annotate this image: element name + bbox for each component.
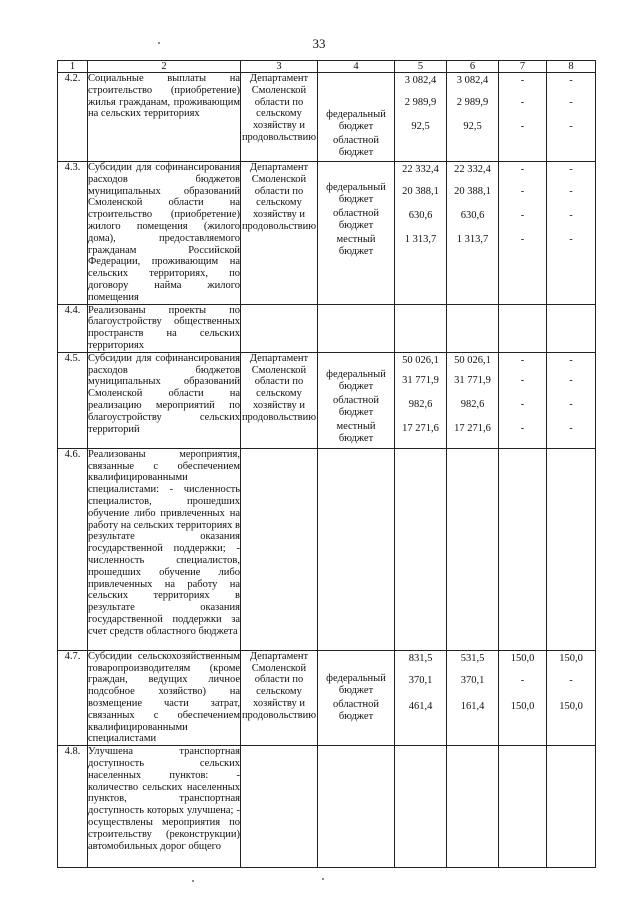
value-local: -: [520, 422, 525, 434]
source-federal: федеральный бюджет: [326, 109, 386, 132]
value-federal: -: [569, 674, 573, 686]
source-federal: федеральный бюджет: [326, 368, 386, 392]
value-regional: 630,6: [408, 210, 433, 221]
value-federal: -: [520, 97, 525, 108]
row-description: Социальные выплаты на строительство (приобретение) жилья гражданам, проживающим на сельских территориях: [88, 73, 241, 162]
row-executor: Департамент Смоленской области по сельскому хозяйству и продовольствию: [241, 352, 318, 448]
row-number: 4.6.: [58, 448, 88, 650]
value-local: 1 313,7: [456, 234, 489, 245]
value-regional: -: [569, 121, 573, 132]
value-regional: 92,5: [463, 121, 482, 132]
row-sources: [318, 352, 395, 448]
header-col-8: 8: [547, 61, 596, 73]
empty-cell: [395, 304, 447, 352]
value-local: 17 271,6: [454, 422, 491, 434]
empty-cell: [241, 304, 318, 352]
col7-values: [499, 73, 547, 162]
row-number: 4.4.: [58, 304, 88, 352]
empty-cell: [447, 304, 499, 352]
empty-cell: [447, 448, 499, 650]
row-description: Улучшена транспортная доступность сельских населенных пунктов: - количество сельских населенных пунктов, транспортная доступность которых улучшена; - осуществлены мероприятия по строительству (реконструкции) автомобильных дорог общего: [88, 746, 241, 868]
value-total: 831,5: [408, 652, 433, 664]
value-total: -: [569, 75, 573, 86]
row-sources: [318, 162, 395, 305]
col7-values: [499, 650, 547, 745]
scan-speck: [192, 880, 194, 882]
row-number: 4.8.: [58, 746, 88, 868]
value-total: -: [520, 75, 525, 86]
value-local: 17 271,6: [402, 422, 439, 434]
col7-values: [499, 352, 547, 448]
empty-cell: [547, 448, 596, 650]
row-description: Реализованы проекты по благоустройству общественных пространств на сельских территориях: [88, 304, 240, 351]
value-federal: -: [520, 674, 525, 686]
value-federal: -: [569, 374, 573, 386]
value-total: 3 082,4: [456, 75, 489, 86]
header-col-2: 2: [88, 61, 241, 73]
empty-cell: [318, 304, 395, 352]
table-row: [58, 352, 596, 448]
value-federal: 31 771,9: [454, 374, 491, 386]
source-local: местный бюджет: [336, 420, 376, 444]
empty-cell: [499, 448, 547, 650]
empty-cell: [547, 746, 596, 868]
value-local: -: [569, 234, 573, 245]
empty-cell: [241, 448, 318, 650]
source-federal: федеральный бюджет: [326, 182, 386, 205]
row-description: Реализованы мероприятия, связанные с обеспечением квалифицированными специалистами: - численность специалистов, прошедших обучение либо привлеченных на работу на сельских территориях в результате оказания государственной поддержки; - численность специалистов, прошедших обучение либо привлеченных на работу на сельских территориях в результате оказания государственной поддержки за счет средств областного бюджета: [88, 448, 241, 650]
source-regional: областной бюджет: [333, 135, 379, 158]
value-regional: 150,0: [559, 700, 583, 712]
row-description: Субсидии сельскохозяйственным товаропроизводителям (кроме граждан, ведущих личное подсобное хозяйство) на возмещение части затрат, связанных с обеспечением квалифицированными специалистами: [88, 650, 240, 745]
value-regional: 161,4: [460, 700, 485, 712]
value-regional: 461,4: [408, 700, 433, 712]
source-regional: областной бюджет: [333, 394, 379, 418]
value-regional: 982,6: [460, 398, 485, 410]
col5-values: [395, 352, 447, 448]
row-description: Субсидии для софинансирования расходов бюджетов муниципальных образований Смоленской области на строительство (приобретение) жилого помещения (жилого дома), предоставляемого гражданам Российской Федерации, проживающим на сельских территориях, по договору найма жилого помещения: [88, 162, 240, 303]
table-row: [58, 304, 596, 352]
header-col-6: 6: [447, 61, 499, 73]
row-description: Субсидии для софинансирования расходов бюджетов муниципальных образований Смоленской области на реализацию мероприятий по благоустройству сельских территорий: [88, 352, 241, 448]
table-row: [58, 73, 596, 162]
value-regional: -: [520, 210, 525, 221]
value-regional: -: [520, 121, 525, 132]
col8-values: [547, 650, 596, 745]
col5-values: [395, 73, 447, 162]
row-sources: [318, 73, 395, 162]
value-federal: 370,1: [460, 674, 485, 686]
value-total: 150,0: [559, 652, 583, 664]
value-federal: 2 989,9: [404, 97, 437, 108]
scan-speck: [158, 42, 160, 44]
row-number: 4.3.: [58, 162, 88, 305]
row-sources: [318, 650, 395, 745]
col5-values: [395, 162, 447, 305]
table-row: [58, 746, 596, 868]
source-regional: областной бюджет: [333, 208, 379, 231]
table-row: [58, 162, 596, 305]
col5-values: [395, 650, 447, 745]
value-federal: 31 771,9: [402, 374, 439, 386]
value-total: 22 332,4: [454, 164, 491, 175]
source-regional: областной бюджет: [333, 698, 379, 722]
col8-values: [547, 352, 596, 448]
source-federal: федеральный бюджет: [326, 672, 386, 696]
budget-table: [57, 60, 596, 868]
value-total: -: [569, 354, 573, 366]
value-total: 50 026,1: [402, 354, 439, 366]
empty-cell: [318, 746, 395, 868]
value-total: 150,0: [510, 652, 535, 664]
value-federal: 20 388,1: [454, 186, 491, 197]
value-regional: -: [569, 398, 573, 410]
empty-cell: [499, 304, 547, 352]
value-federal: -: [520, 374, 525, 386]
value-regional: 92,5: [411, 121, 430, 132]
col6-values: [447, 73, 499, 162]
row-executor: Департамент Смоленской области по сельскому хозяйству и продовольствию: [241, 73, 318, 162]
value-total: 531,5: [460, 652, 485, 664]
value-regional: -: [520, 398, 525, 410]
empty-cell: [447, 746, 499, 868]
value-federal: -: [569, 97, 573, 108]
scan-speck: [322, 878, 324, 880]
table-row: [58, 650, 596, 745]
value-regional: 150,0: [510, 700, 535, 712]
header-col-3: 3: [241, 61, 318, 73]
col6-values: [447, 162, 499, 305]
col7-values: [499, 162, 547, 305]
empty-cell: [241, 746, 318, 868]
value-total: 22 332,4: [402, 164, 439, 175]
header-col-1: 1: [58, 61, 88, 73]
empty-cell: [395, 448, 447, 650]
value-federal: 2 989,9: [456, 97, 489, 108]
value-federal: -: [569, 186, 573, 197]
row-executor: Департамент Смоленской области по сельскому хозяйству и продовольствию: [241, 650, 318, 745]
col8-values: [547, 73, 596, 162]
value-federal: -: [520, 186, 525, 197]
value-regional: 630,6: [460, 210, 485, 221]
row-number: 4.7.: [58, 650, 88, 745]
header-col-5: 5: [395, 61, 447, 73]
value-federal: 20 388,1: [402, 186, 439, 197]
table-row: [58, 448, 596, 650]
row-number: 4.2.: [58, 73, 88, 162]
value-local: -: [569, 422, 573, 434]
col8-values: [547, 162, 596, 305]
value-regional: -: [569, 210, 573, 221]
value-federal: 370,1: [408, 674, 433, 686]
empty-cell: [499, 746, 547, 868]
value-local: -: [520, 234, 525, 245]
header-row: [58, 61, 596, 73]
col6-values: [447, 650, 499, 745]
empty-cell: [395, 746, 447, 868]
col6-values: [447, 352, 499, 448]
header-col-7: 7: [499, 61, 547, 73]
header-col-4: 4: [318, 61, 395, 73]
value-total: -: [520, 164, 525, 175]
empty-cell: [547, 304, 596, 352]
empty-cell: [318, 448, 395, 650]
value-total: 50 026,1: [454, 354, 491, 366]
source-local: местный бюджет: [336, 234, 376, 257]
value-local: 1 313,7: [404, 234, 437, 245]
row-executor: Департамент Смоленской области по сельскому хозяйству и продовольствию: [241, 162, 318, 305]
value-total: 3 082,4: [404, 75, 437, 86]
value-regional: 982,6: [408, 398, 433, 410]
value-total: -: [520, 354, 525, 366]
page-number: 33: [312, 36, 326, 51]
row-number: 4.5.: [58, 352, 88, 448]
value-total: -: [569, 164, 573, 175]
